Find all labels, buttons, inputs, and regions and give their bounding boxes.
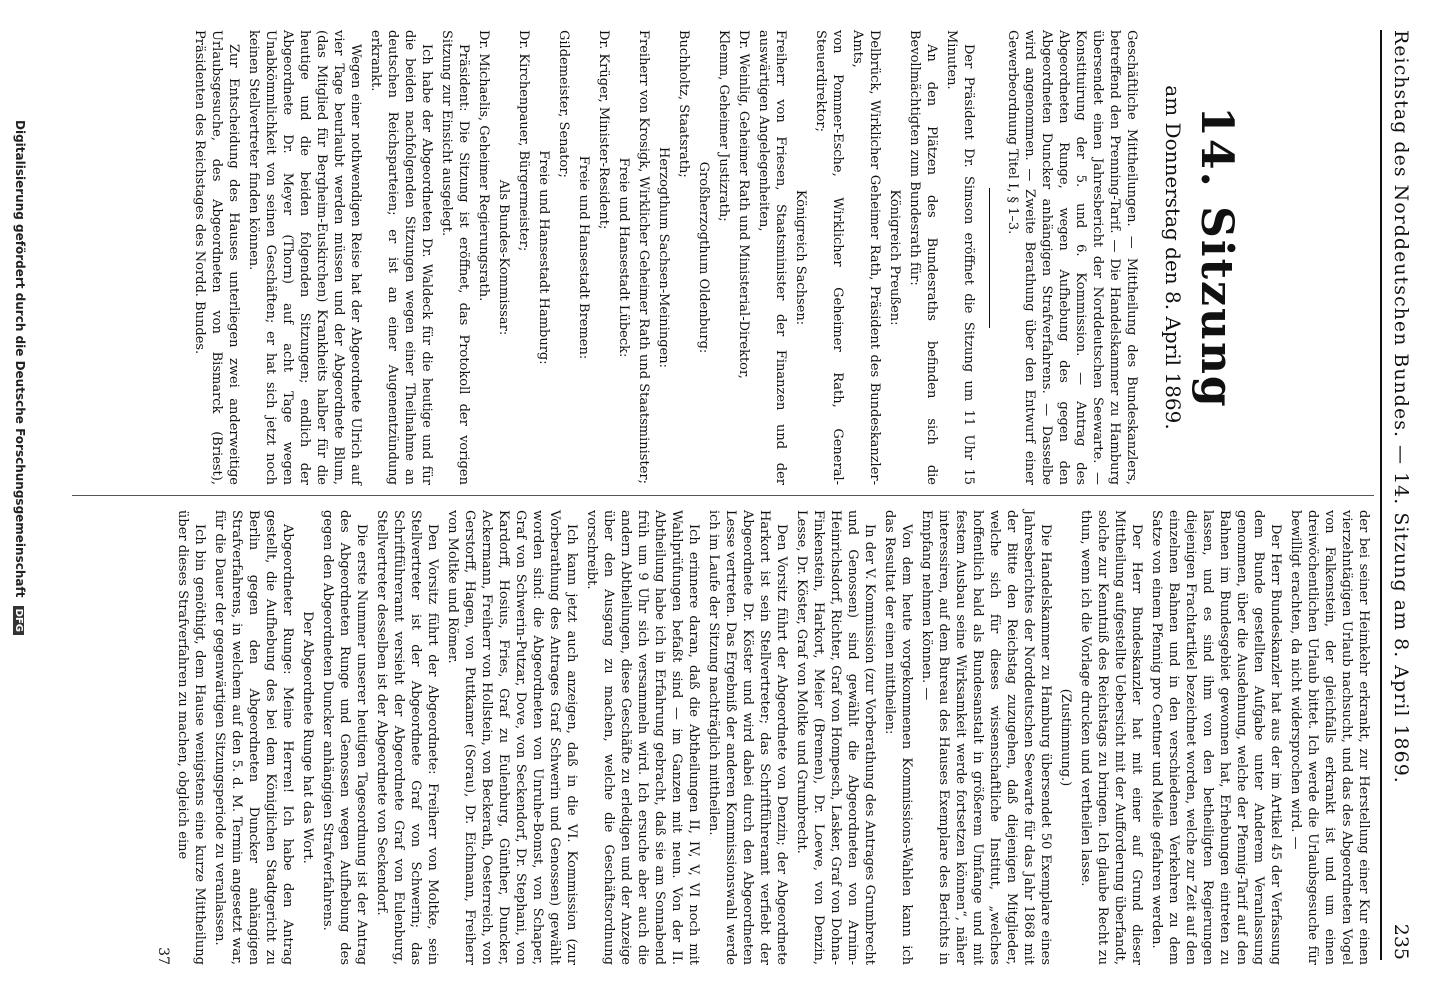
delegate-entry: Dr. Krüger, Minister-Resident; [596, 30, 611, 230]
state-heading: Großherzogthum Oldenburg: [696, 161, 711, 354]
speech-paragraph: Präsident: Die Sitzung ist eröffnet, das Protokoll der vorigen Sitzung zur Einsicht ausgelegt. [439, 30, 471, 485]
paragraph: Der Herr Bundeskanzler hat aus der im Artikel 45 der Verfassung dem Bunde gestellten Aufgabe unter Anderem Veranlassung genommen, über die Ausdehnung, welche der Pfennig-Tarif auf den Bahnen im Bundesgebiet gewonnen hat, Erhebungen eintreten zu lassen, und es sind ihm von den betheiligten Regierungen diejenigen Frachtartikel bezeichnet worden, welche zur Zeit auf den einzelnen Bahnen und in den verschiedenen Verkehren zu dem Satze von einem Pfennig pro Centner und Meile gefahren werden. [1149, 510, 1283, 965]
paragraph: Ich kann jetzt auch anzeigen, daß in die VI. Kommission (zur Vorberathung des Antrages Graf Schwerin und Genossen) gewählt worden sind: die Abgeordneten von Unruhe-Bomst, von Schaper, Graf von Schwerin-Putzar, Dove, von Seckendorf, Dr. Stephani, von Kardorff, Hosius, Fries, Graf zu Eulenburg, Günther, Duncker, Ackermann, Freiherr von Hollstein, von Beckerath, Oesterreich, von Gerstorff, Hagen, von Puttkamer (Sorau), Dr. Eichmann, Freiherr von Moltke und Römer. [445, 510, 579, 965]
paragraph: Den Vorsitz führt der Abgeordnete von Denzin; der Abgeordnete Harkort ist sein Stellvertreter; das Schriftführeramt verfiebt der Abgeordnete Dr. Köster und wird dabei durch den Abgeordneten Lesse vertreten. Das Ergebniß der anderen Kommissionswahl werde ich im Laufe der Sitzung nachträglich mittheilen. [706, 510, 789, 965]
agenda-summary: Geschäftliche Mittheilungen. — Mittheilung des Bundeskanzlers, betreffend den Prenning-Tarif. — Die Handelskammer zu Hamburg übersendet einen Jahresbericht der Norddeutschen Seewarte. — Konstituirung der 5. und 6. Kommission. — Antrag des Abgeordneten Runge, wegen Aufhebung des gegen den Abgeordneten Duncker anhängigen Strafverfahrens. — Dasselbe wird angenommen. — Zweite Berathung über den Entwurf einer Gewerbeordnung Titel I, § 1–3. [1005, 30, 1139, 485]
paragraph: Ich erinnere daran, daß die Abtheilungen II, IV, V, VI noch mit Wahlprüfungen befaßt sind — im Ganzen mit neun. Von der II. Abtheilung habe ich in Erfahrung gebracht, daß sie am Sonnabend früh um 9 Uhr sich versammeln wird. Ich ersuche aber auch die andern Abtheilungen, diese Geschäfte zu erledigen und der Anzeige über den Ausgang zu machen, welche die Geschäftsordnung vorschreibt. [584, 510, 701, 965]
signature-mark: 37 [155, 947, 171, 965]
paragraph: Ich habe der Abgeordneten Dr. Waldeck für die heutige und für die beiden nachfolgenden Sitzungen wegen einer Theilnahme an deutschen Reichsparteien; er ist an einer Augenentzündung erkrankt. [368, 30, 434, 485]
paragraph: Die erste Nummer unserer heutigen Tagesordnung ist der Antrag des Abgeordneten Runge und Genossen wegen Aufhebung des gegen den Abgeordneten Duncker anhängigen Strafverfahrens. [320, 510, 369, 965]
paragraph: Wegen einer nothwendigen Reise hat der Abgeordnete Ulrich auf vier Tage beurlaubt werden müssen und der Abgeordnete Blum, (das Mitglied für Bergheim-Euskirchen) Krankheits halber für die heutige und die beiden folgenden Sitzungen; endlich der Abgeordnete Dr. Meyer (Thorn) auf acht Tage wegen Unabkömmlichkeit von seinen Geschäften; er hat sich jetzt noch keinen Stellvertreter finden können. [246, 30, 363, 485]
paragraph: Von dem heute vorgekommenen Kommissions-Wahlen kann ich das Resultat der einen mittheilen: [882, 510, 914, 965]
paragraph: An den Plätzen des Bundesraths befinden sich die Bevollmächtigten zum Bundesrath für: [907, 30, 939, 485]
delegate-entry: Dr. Michaelis, Geheimer Regierungsrath. [476, 30, 491, 302]
page-number: 235 [1390, 923, 1412, 960]
paragraph: der bei seiner Heimkehr erkrankt, zur Herstellung einer Kur einen vierzehntägigen Urlaub nachsucht, und das des Abgeordneten Vogel von Falkenstein, der gleichfalls erkrankt ist und um einen dreiwöchentlichen Urlaub bittet. Ich werde die Urlaubsgesuche für bewilligt erachten, da nicht widersprochen wird. — [1288, 510, 1371, 965]
running-header [1382, 30, 1412, 960]
delegate-entry: Freiherr von Friesen, Staatsminister der Finanzen und der auswärtigen Angelegenheiten, [756, 30, 788, 485]
delegate-entry: Gildemeister, Senator; [556, 30, 571, 178]
paragraph: Die Handelskammer zu Hamburg übersendet 50 Exemplare eines Jahresberichtes der Norddeutschen Seewarte für das Jahr 1868 mit der Bitte den Reichstag zuzugehen, daß diejenigen Mitglieder, welche sich für dieses wissenschaftliche Institut, „welches hoffentlich bald als Bundesanstalt in größerem Umfange und mit festem Ausbau seine Wirksamkeit werde fortsetzen können“, näher interessiren, auf dem Bureau des Hauses Exemplare des Berichts in Empfang nehmen können. — [919, 510, 1053, 965]
dfg-logo: DFG [13, 606, 24, 635]
header-rule [1380, 30, 1382, 960]
state-heading: Als Bundes-Kommissar: [496, 179, 511, 336]
paragraph: Der Präsident Dr. Simson eröffnet die Sitzung um 11 Uhr 15 Minuten. [944, 30, 976, 485]
paragraph: Der Herr Bundeskanzler hat mit einer auf Grund dieser Mittheilung aufgestellte Uebersicht mit der Aufforderung überfandt, solche zur Kenntniß des Reichstags zu bringen. Ich glaube Recht zu thun, wenn ich die Vorlage drucken und vertheilen lasse. [1078, 510, 1144, 965]
section-rule [989, 188, 990, 328]
paragraph: Den Vorsitz führt der Abgeordnete: Freiherr von Moltke, sein Stellvertreter ist der Abgeordnete Graf von Schwerin; das Schriftführeramt versieht der Abgeordnete Graf von Eulenburg, Stellvertreter desselben ist der Abgeordnete von Seckendorf. [374, 510, 440, 965]
delegate-entry: Delbrück, Wirklicher Geheimer Rath, Präsident des Bundeskanzler-Amts, [850, 30, 882, 485]
running-title: Reichstag des Norddeutschen Bundes. — 14. Sitzung am 8. April 1869. [1390, 30, 1412, 784]
paragraph: Zur Entscheidung des Hauses unterliegen zwei anderweitige Urlaubsgesuche, des Abgeordneten von Bismarck (Briest), Präsidenten des Reichstages des Nordd. Bundes. [192, 30, 241, 485]
delegate-entry: von Pommer-Esche, Wirklicher Geheimer Rath, General-Steuerdirektor; [813, 30, 845, 485]
delegate-entry: Freiherr von Krosigk, Wirklicher Geheimer Rath und Staatsminister; [636, 30, 651, 484]
interjection: (Zustimmung.) [1058, 688, 1073, 787]
state-heading: Freie und Hansestadt Lübeck: [616, 157, 631, 358]
state-heading: Freie und Hansestadt Hamburg: [536, 150, 551, 365]
right-column [154, 510, 1372, 965]
paragraph: In der V. Kommission (zur Vorberathung des Antrages Grumbrecht und Genossen) sind gewählt die Abgeordneten von Arnim-Heinrichsdorf, Richter, Graf von Hompesch, Lasker, Graf von Dohna-Finkenstein, Harkort, Meier (Bremen), Dr. Loewe, von Denzin, Lesse, Dr. Köster, Graf von Moltke und Grumbrecht. [794, 510, 877, 965]
delegate-entry: Dr. Weinlig, Geheimer Rath und Ministerial-Direktor, [736, 30, 751, 379]
state-heading: Herzogthum Sachsen-Meiningen: [656, 147, 671, 368]
paragraph: Ich bin genöthigt, dem Hause wenigstens eine kurze Mittheilung über dieses Strafverfahren zu machen, obgleich eine [175, 510, 207, 965]
delegate-entry: Klemm, Geheimer Justizrath; [716, 30, 731, 222]
left-column [188, 30, 1372, 485]
session-date: am Donnerstag den 8. April 1869. [1161, 85, 1185, 430]
column-separator [72, 495, 1374, 496]
delegate-entry: Dr. Kirchenpauer, Bürgermeister; [516, 30, 531, 252]
state-heading: Freie und Hansestadt Bremen: [576, 155, 591, 360]
delegate-entry: Buchholtz, Staatsrath; [676, 30, 691, 178]
state-heading: Königreich Sachsen: [793, 189, 808, 326]
paragraph: Der Abgeordnete Runge hat das Wort. [300, 611, 315, 864]
speech-paragraph: Abgeordneter Runge: Meine Herren! Ich habe den Antrag gestellt, die Aufhebung des bei dem Königlichen Stadtgericht zu Berlin gegen den Abgeordneten Duncker anhängigen Strafverfahrens, in welchem auf den 5. d. M. Termin angesetzt war, für die Dauer der gegenwärtigen Sitzungsperiode zu veranlassen. [212, 510, 295, 965]
credit-text: Digitalisierung gefördert durch die Deutsche Forschungsgemeinschaft [13, 120, 27, 598]
session-title: 14. Sitzung [1191, 106, 1242, 409]
state-heading: Königreich Preußen: [887, 189, 902, 326]
digitization-credit [13, 120, 27, 635]
